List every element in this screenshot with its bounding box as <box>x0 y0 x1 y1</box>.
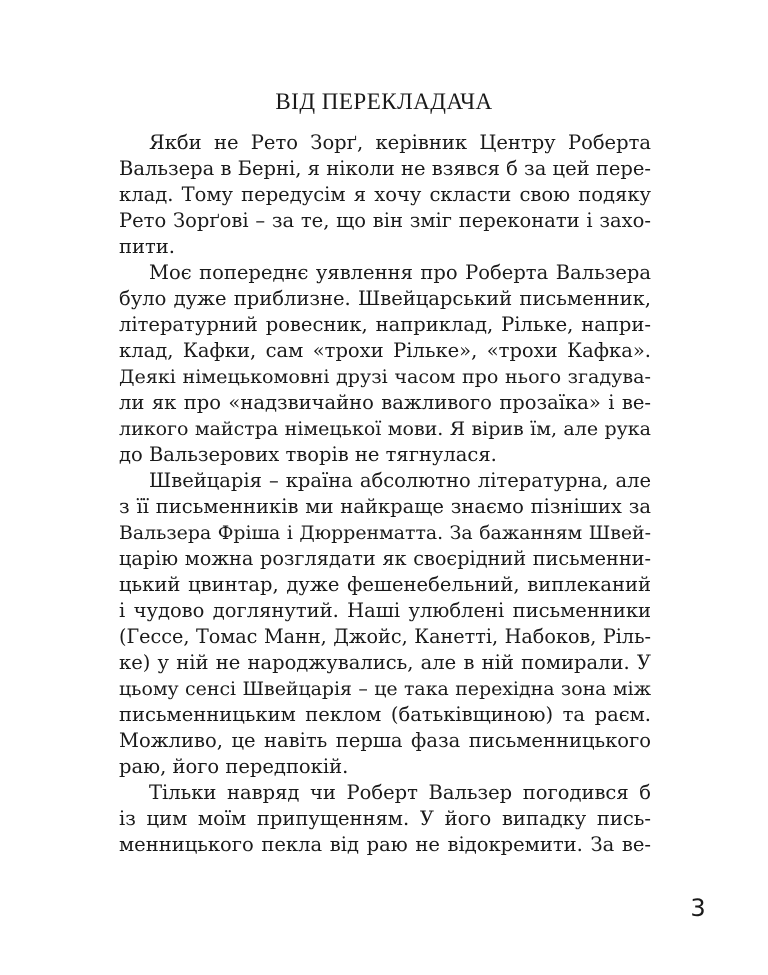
text-line: Рето Зорґові – за те, що він зміг переконати і захо- <box>119 209 651 232</box>
text-line: цький цвинтар, дуже фешенебельний, виплеканий <box>119 573 651 596</box>
text-line: цьому сенсі Швейцарія – це така перехідна зона між <box>119 678 651 700</box>
text-line: письменницьким пеклом (батьківщиною) та раєм. <box>119 703 651 726</box>
text-line: пити. <box>119 235 175 258</box>
text-line: Якби не Рето Зорґ, керівник Центру Роберта <box>149 131 651 154</box>
text-line: ли як про «надзвичайно важливого прозаїка» і ве- <box>119 391 651 414</box>
text-line: ке) у ній не народжувались, але в ній помирали. У <box>119 651 651 674</box>
text-line: з її письменників ми найкраще знаємо пізніших за <box>119 495 651 518</box>
text-line: із цим моїм припущенням. У його випадку пись- <box>119 807 651 830</box>
text-line: Моє попереднє уявлення про Роберта Вальзера <box>149 261 651 284</box>
text-line: Вальзера в Берні, я ніколи не взявся б за цей пере- <box>119 157 651 180</box>
text-line: менницького пекла від раю не відокремити. За ве- <box>119 833 651 856</box>
text-line: і чудово доглянутий. Наші улюблені письменники <box>119 599 651 622</box>
text-line: Швейцарія – країна абсолютно літературна, але <box>149 469 651 492</box>
text-line: Можливо, це навіть перша фаза письменницького <box>119 729 651 752</box>
text-line: (Гессе, Томас Манн, Джойс, Канетті, Набоков, Ріль- <box>119 625 651 648</box>
text-line: літературний ровесник, наприклад, Рільке, напри- <box>119 313 651 336</box>
page-number: 3 <box>690 894 706 922</box>
text-line: Тільки навряд чи Роберт Вальзер погодився б <box>149 781 651 804</box>
chapter-title: ВІД ПЕРЕКЛАДАЧА <box>275 89 493 114</box>
text-line: клад, Кафки, сам «трохи Рільке», «трохи Кафка». <box>119 339 651 362</box>
text-line: Вальзера Фріша і Дюрренматта. За бажанням Швей- <box>119 522 651 544</box>
text-line: до Вальзерових творів не тягнулася. <box>119 443 497 466</box>
text-line: клад. Тому передусім я хочу скласти свою подяку <box>119 183 651 206</box>
body-text <box>119 130 651 858</box>
text-line: царію можна розглядати як своєрідний письменни- <box>119 547 651 570</box>
text-line: було дуже приблизне. Швейцарський письменник, <box>119 287 651 310</box>
text-line: Деякі німецькомовні друзі часом про нього згадува- <box>119 365 651 388</box>
text-line: ликого майстра німецької мови. Я вірив їм, але рука <box>119 418 651 440</box>
text-line: раю, його передпокій. <box>119 755 349 778</box>
